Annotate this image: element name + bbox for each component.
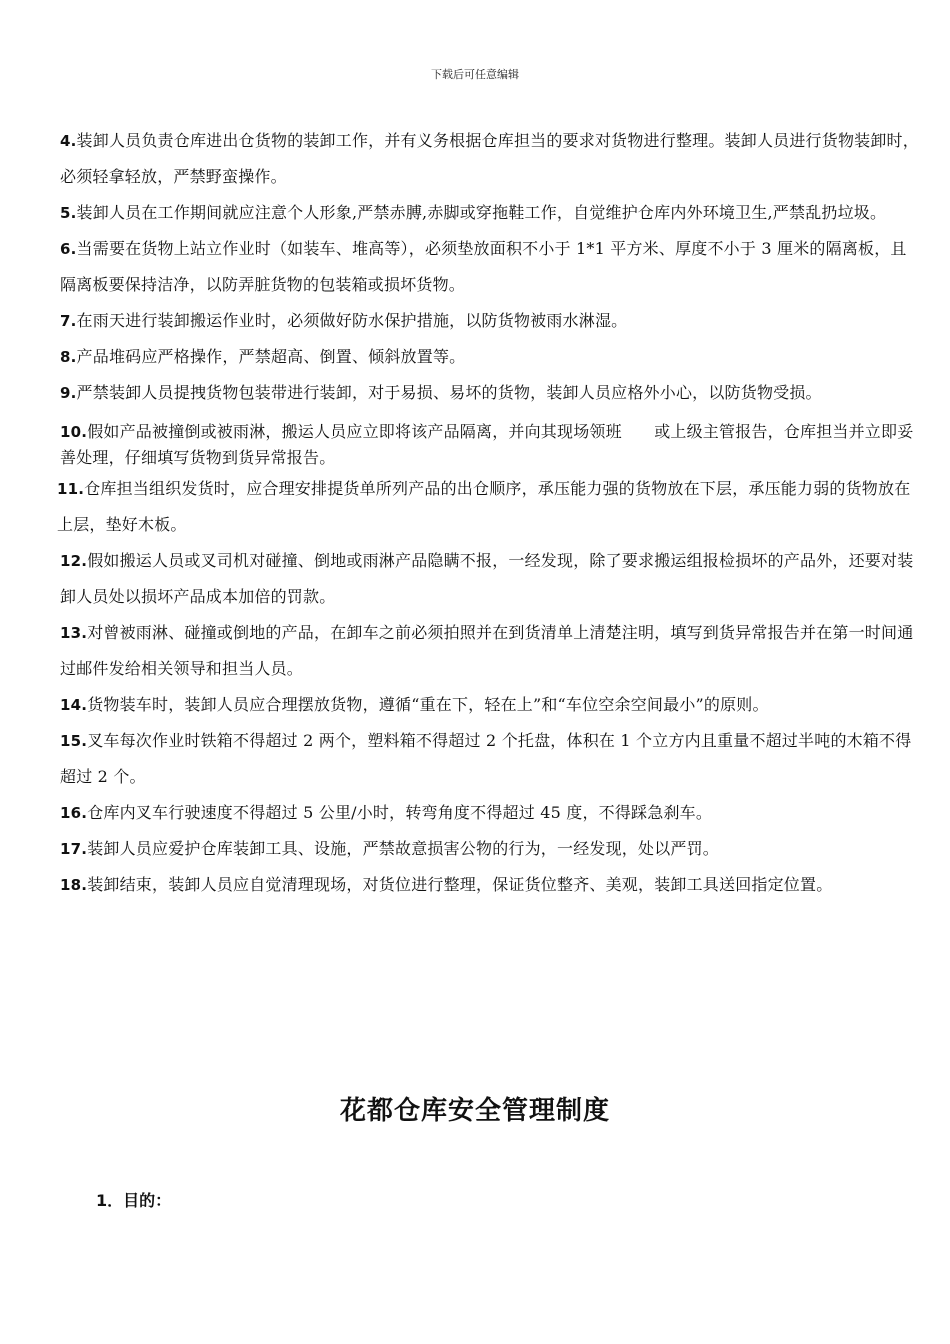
rule-item-15 [60, 723, 920, 795]
section-heading-purpose: 1．目的： [96, 1191, 172, 1210]
rule-item-4 [60, 123, 920, 195]
rule-number: 18. [60, 876, 88, 894]
rule-item-18 [60, 867, 920, 903]
rule-text: 严禁装卸人员提拽货物包装带进行装卸，对于易损、易坏的货物，装卸人员应格外小心，以防货物受损。 [76, 383, 822, 402]
rule-text: 对曾被雨淋、碰撞或倒地的产品，在卸车之前必须拍照并在到货清单上清楚注明，填写到货异常报告并在第一时间通过邮件发给相关领导和担当人员。 [60, 623, 914, 678]
rule-text: 仓库担当组织发货时，应合理安排提货单所列产品的出仓顺序，承压能力强的货物放在下层，承压能力弱的货物放在上层，垫好木板。 [57, 479, 911, 534]
rule-item-8 [60, 339, 920, 375]
rule-item-7 [60, 303, 920, 339]
rule-item-12 [60, 543, 920, 615]
rule-text: 装卸人员应爱护仓库装卸工具、设施，严禁故意损害公物的行为，一经发现，处以严罚。 [87, 839, 719, 858]
rule-item-11 [57, 471, 920, 543]
rule-text: 装卸人员负责仓库进出仓货物的装卸工作，并有义务根据仓库担当的要求对货物进行整理。装卸人员进行货物装卸时，必须轻拿轻放，严禁野蛮操作。 [60, 131, 919, 186]
rule-item-17 [60, 831, 920, 867]
rule-number: 12. [60, 552, 88, 570]
rule-number: 9. [60, 384, 77, 402]
document-title: 花都仓库安全管理制度 [339, 1096, 610, 1126]
rule-number: 15. [60, 732, 88, 750]
rule-number: 8. [60, 348, 77, 366]
rule-text: 仓库内叉车行驶速度不得超过 5 公里/小时，转弯角度不得超过 45 度，不得踩急刹车。 [87, 803, 713, 822]
rule-number: 7. [60, 312, 77, 330]
rule-item-16 [60, 795, 920, 831]
rule-item-9 [60, 375, 920, 411]
rule-text: 装卸结束，装卸人员应自觉清理现场，对货位进行整理，保证货位整齐、美观，装卸工具送回指定位置。 [87, 875, 833, 894]
rule-item-13 [60, 615, 920, 687]
rule-number: 16. [60, 804, 88, 822]
rule-text: 产品堆码应严格操作，严禁超高、倒置、倾斜放置等。 [76, 347, 466, 366]
rule-text: 叉车每次作业时铁箱不得超过 2 两个，塑料箱不得超过 2 个托盘，体积在 1 个立方内且重量不超过半吨的木箱不得超过 2 个。 [60, 731, 912, 786]
rule-number: 5. [60, 204, 77, 222]
rule-text: 假如产品被撞倒或被雨淋，搬运人员应立即将该产品隔离，并向其现场领班 或上级主管报告，仓库担当并立即妥善处理，仔细填写货物到货异常报告。 [60, 422, 914, 467]
rule-number: 11. [57, 480, 85, 498]
rule-number: 10. [60, 423, 88, 441]
rule-number: 13. [60, 624, 88, 642]
rule-item-6 [60, 231, 920, 303]
rule-text: 货物装车时，装卸人员应合理摆放货物，遵循“重在下，轻在上”和“车位空余空间最小”的原则。 [87, 695, 769, 714]
rule-number: 14. [60, 696, 88, 714]
rule-number: 17. [60, 840, 88, 858]
rule-text: 当需要在货物上站立作业时（如装车、堆高等），必须垫放面积不小于 1*1 平方米、厚度不小于 3 厘米的隔离板，且隔离板要保持洁净，以防弄脏货物的包装箱或损坏货物。 [60, 239, 907, 294]
rule-item-10 [60, 419, 920, 471]
rule-item-5 [60, 195, 920, 231]
rule-text: 在雨天进行装卸搬运作业时，必须做好防水保护措施，以防货物被雨水淋湿。 [76, 311, 628, 330]
rule-number: 6. [60, 240, 77, 258]
rule-text: 假如搬运人员或叉司机对碰撞、倒地或雨淋产品隐瞒不报，一经发现，除了要求搬运组报检损坏的产品外，还要对装卸人员处以损坏产品成本加倍的罚款。 [60, 551, 914, 606]
rule-item-14 [60, 687, 920, 723]
rule-number: 4. [60, 132, 77, 150]
rules-list [57, 123, 920, 903]
page-header-note: 下载后可任意编辑 [431, 68, 519, 81]
rule-text: 装卸人员在工作期间就应注意个人形象,严禁赤膊,赤脚或穿拖鞋工作，自觉维护仓库内外环境卫生,严禁乱扔垃圾。 [76, 203, 887, 222]
